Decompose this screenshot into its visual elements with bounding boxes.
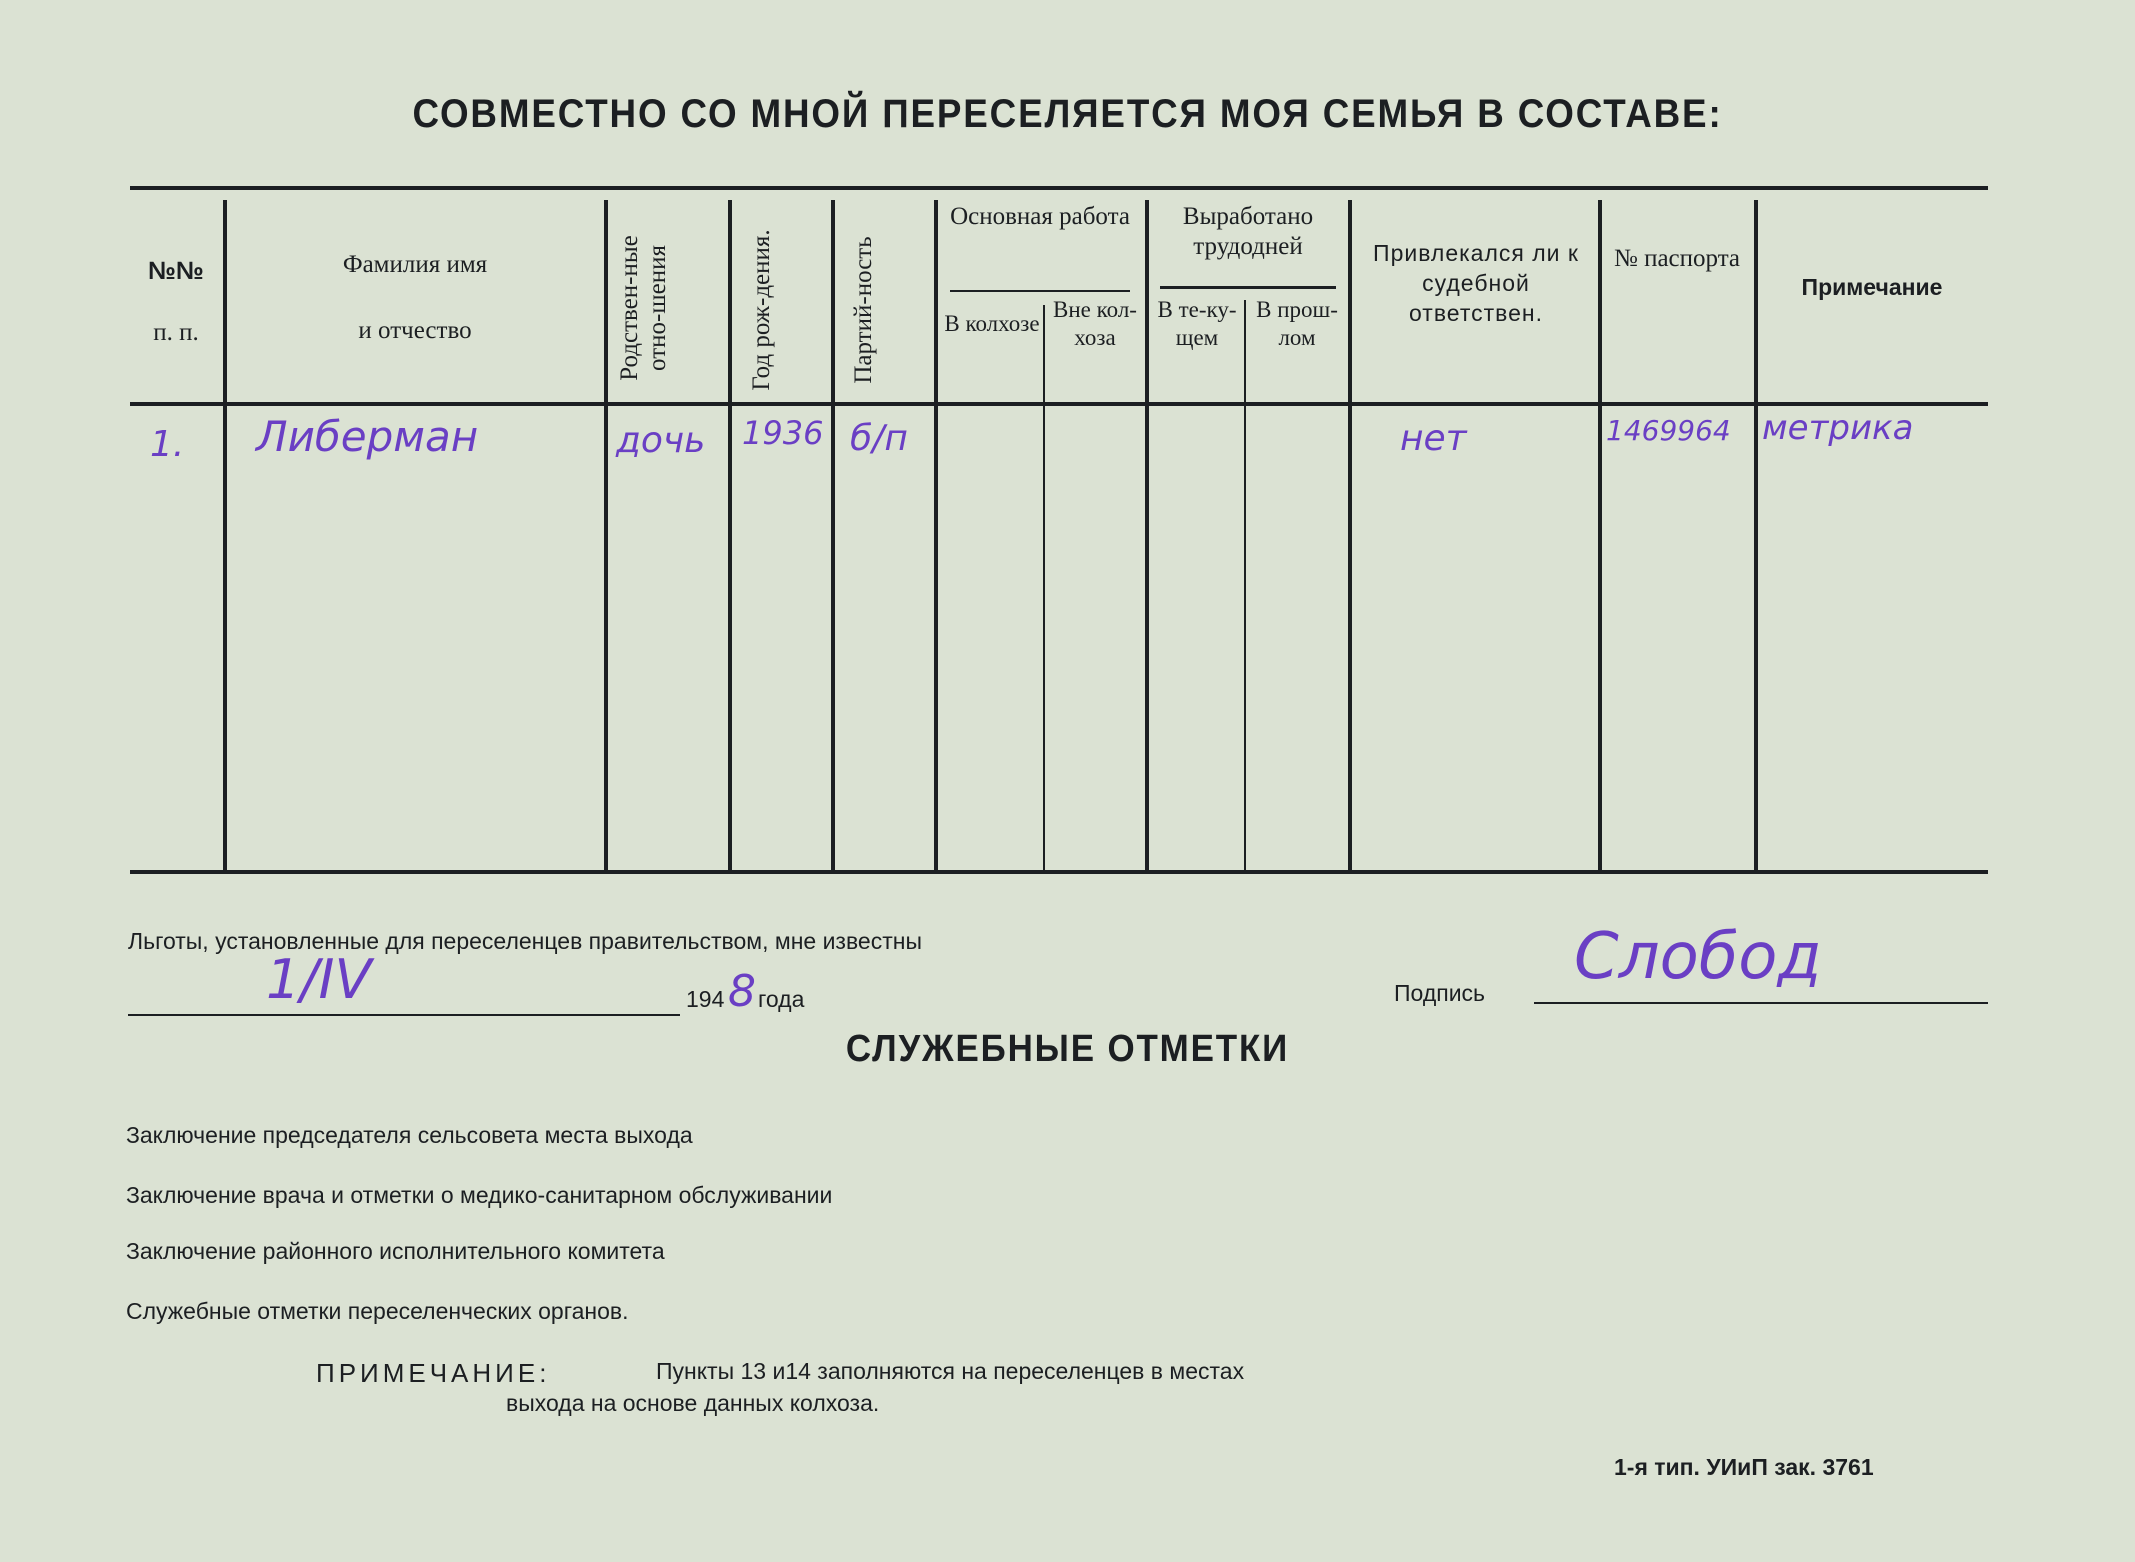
header-name-line2: и отчество <box>358 317 472 344</box>
header-past: В прош-лом <box>1256 297 1338 350</box>
service-line-doctor: Заключение врача и отметки о медико-санитарном обслуживании <box>126 1182 833 1208</box>
col-divider <box>604 200 608 872</box>
col-divider <box>1145 200 1149 872</box>
header-birth-year: Год рож-дения. <box>748 229 775 391</box>
note-label: ПРИМЕЧАНИЕ: <box>316 1358 551 1388</box>
header-current: В те-ку-щем <box>1157 297 1237 350</box>
date-underline <box>128 1014 680 1016</box>
header-party: Партий-ность <box>850 236 877 384</box>
service-line-chairman: Заключение председателя сельсовета места выхода <box>126 1122 693 1148</box>
note-line2: выхода на основе данных колхоза. <box>506 1390 880 1416</box>
row-passport: 1469964 <box>1606 414 1731 447</box>
section-title: СЛУЖЕБНЫЕ ОТМЕТКИ <box>845 1028 1290 1070</box>
row-birth-year: 1936 <box>742 414 824 452</box>
service-line-resettlement: Служебные отметки переселенческих органов. <box>126 1298 629 1324</box>
row-party: б/п <box>850 418 908 459</box>
header-in-kolkhoz: В колхозе <box>944 311 1040 336</box>
benefits-text: Льготы, установленные для переселенцев правительством, мне известны <box>128 928 922 954</box>
table-bottom-border <box>130 870 1988 874</box>
header-note: Примечание <box>1801 274 1943 300</box>
col-divider <box>1244 300 1246 872</box>
header-num-line2: п. п. <box>153 319 199 346</box>
row-relation: дочь <box>616 420 706 461</box>
signature-label: Подпись <box>1394 980 1486 1006</box>
col-divider <box>831 200 835 872</box>
header-num-line1: №№ <box>148 257 204 285</box>
header-main-work: Основная работа <box>950 203 1130 230</box>
subheader-line <box>1160 286 1336 289</box>
table-top-border <box>130 186 1988 190</box>
col-divider <box>934 200 938 872</box>
service-line-district: Заключение районного исполнительного комитета <box>126 1238 665 1264</box>
row-note: метрика <box>1762 408 1914 448</box>
printer-imprint: 1-я тип. УИиП зак. 3761 <box>1614 1454 1874 1480</box>
header-passport: № паспорта <box>1613 245 1741 272</box>
col-divider <box>1348 200 1352 872</box>
col-divider <box>1598 200 1602 872</box>
signature: Слобод <box>1574 920 1822 994</box>
header-convicted: Привлекался ли к судебной ответствен. <box>1373 240 1579 326</box>
row-name: Либерман <box>256 412 479 461</box>
date-year-digit: 8 <box>728 966 756 1017</box>
subheader-line <box>950 290 1130 292</box>
date-year-prefix: 194 <box>686 986 725 1012</box>
col-divider <box>1043 305 1045 872</box>
row-convicted: нет <box>1400 418 1467 459</box>
header-outside-kolkhoz: Вне кол-хоза <box>1053 297 1137 350</box>
header-relation: Родствен-ные отно-шения <box>616 235 671 381</box>
date-year-suffix: года <box>758 986 805 1012</box>
header-name-line1: Фамилия имя <box>342 251 488 278</box>
col-divider <box>223 200 227 872</box>
note-line1: Пункты 13 и14 заполняются на переселенцев в местах <box>656 1358 1245 1384</box>
date-day: 1/IV <box>266 948 372 1011</box>
signature-underline <box>1534 1002 1988 1004</box>
row-num: 1. <box>150 424 185 465</box>
col-divider <box>728 200 732 872</box>
page-title: СОВМЕСТНО СО МНОЙ ПЕРЕСЕЛЯЕТСЯ МОЯ СЕМЬЯ В СОСТАВЕ: <box>412 92 1723 136</box>
header-workdays: Выработано трудодней <box>1182 203 1314 260</box>
table-header-divider <box>130 402 1988 406</box>
